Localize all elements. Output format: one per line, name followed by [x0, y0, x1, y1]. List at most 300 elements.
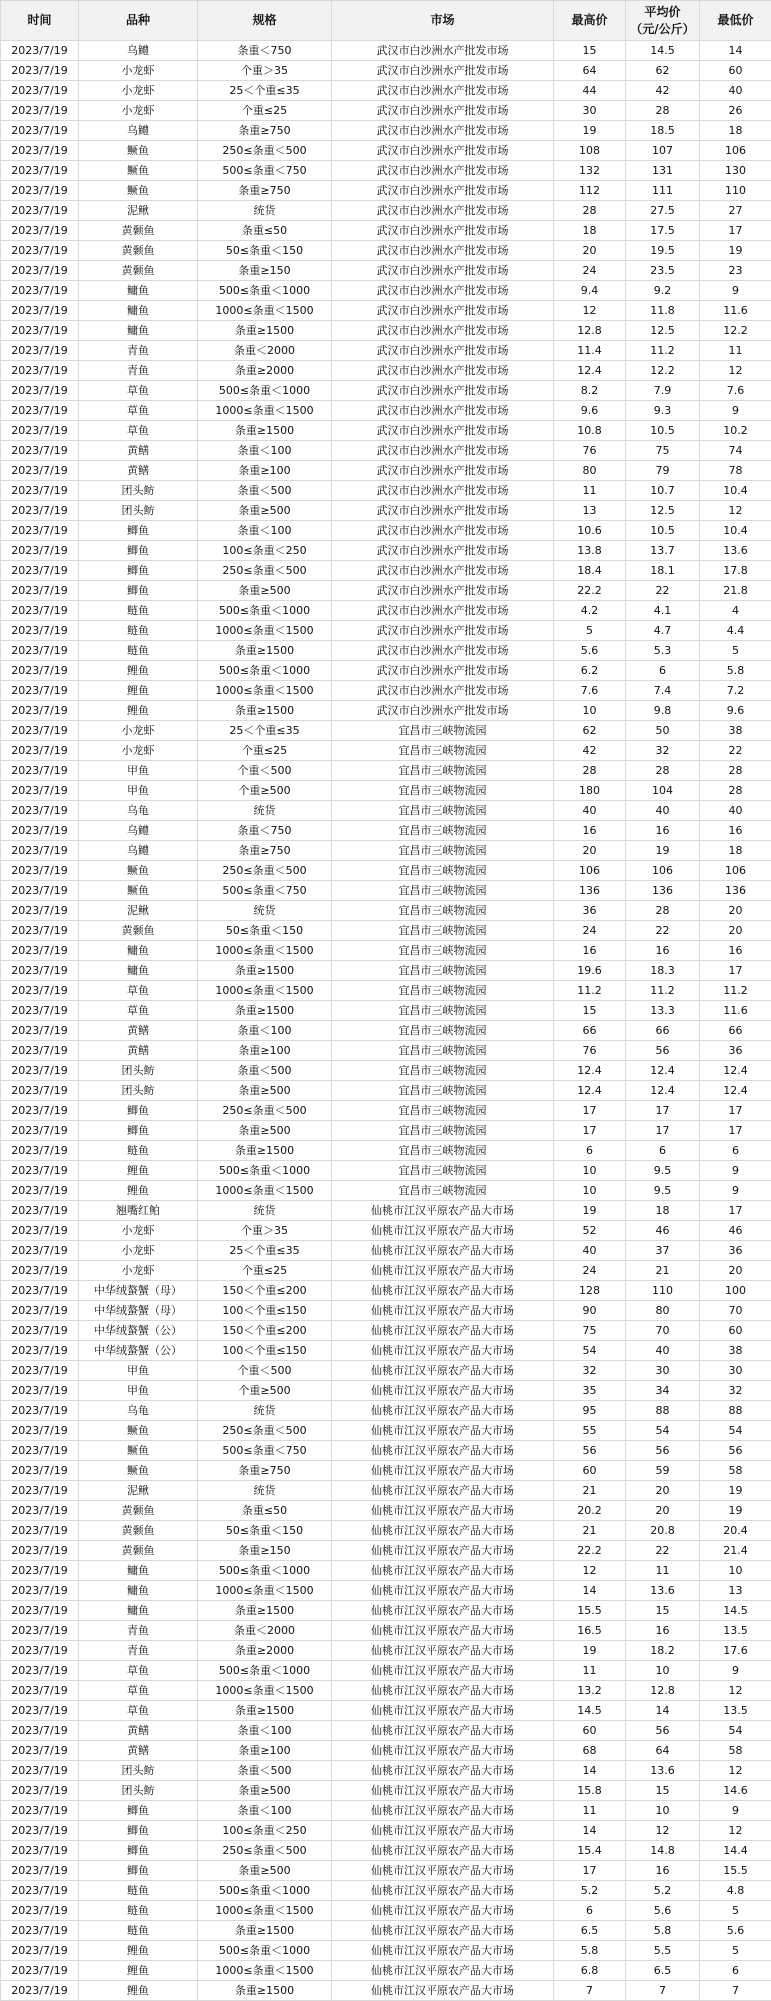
cell-spec: 条重≥100	[198, 461, 332, 481]
cell-date: 2023/7/19	[1, 501, 79, 521]
cell-variety: 黄鳝	[79, 1721, 198, 1741]
cell-low: 6	[700, 1961, 771, 1981]
cell-spec: 条重≥500	[198, 581, 332, 601]
cell-variety: 鲤鱼	[79, 1941, 198, 1961]
cell-low: 14.6	[700, 1781, 771, 1801]
cell-high: 80	[554, 461, 626, 481]
cell-low: 9	[700, 1161, 771, 1181]
cell-avg: 17	[626, 1101, 700, 1121]
cell-low: 5.6	[700, 1921, 771, 1941]
cell-variety: 鳙鱼	[79, 321, 198, 341]
cell-low: 12.4	[700, 1081, 771, 1101]
table-row	[1, 621, 771, 641]
cell-date: 2023/7/19	[1, 1001, 79, 1021]
cell-high: 7.6	[554, 681, 626, 701]
cell-low: 40	[700, 81, 771, 101]
cell-spec: 条重≥1500	[198, 1001, 332, 1021]
cell-low: 4.4	[700, 621, 771, 641]
cell-avg: 136	[626, 881, 700, 901]
cell-low: 9	[700, 1181, 771, 1201]
cell-avg: 14.5	[626, 41, 700, 61]
cell-low: 11.2	[700, 981, 771, 1001]
cell-market: 仙桃市江汉平原农产品大市场	[332, 1381, 554, 1401]
cell-spec: 个重≥500	[198, 781, 332, 801]
cell-low: 56	[700, 1441, 771, 1461]
cell-low: 13	[700, 1581, 771, 1601]
cell-variety: 鲫鱼	[79, 581, 198, 601]
cell-spec: 250≤条重＜500	[198, 141, 332, 161]
cell-market: 仙桃市江汉平原农产品大市场	[332, 1701, 554, 1721]
cell-spec: 25＜个重≤35	[198, 81, 332, 101]
cell-date: 2023/7/19	[1, 1521, 79, 1541]
table-row	[1, 1201, 771, 1221]
cell-high: 10.8	[554, 421, 626, 441]
cell-market: 宜昌市三峡物流园	[332, 1101, 554, 1121]
cell-spec: 50≤条重＜150	[198, 241, 332, 261]
cell-spec: 个重≤25	[198, 1261, 332, 1281]
cell-date: 2023/7/19	[1, 281, 79, 301]
cell-avg: 106	[626, 861, 700, 881]
cell-market: 仙桃市江汉平原农产品大市场	[332, 1661, 554, 1681]
cell-market: 仙桃市江汉平原农产品大市场	[332, 1521, 554, 1541]
cell-avg: 9.2	[626, 281, 700, 301]
cell-variety: 中华绒螯蟹（公）	[79, 1321, 198, 1341]
cell-avg: 62	[626, 61, 700, 81]
cell-market: 武汉市白沙洲水产批发市场	[332, 481, 554, 501]
cell-spec: 条重＜750	[198, 41, 332, 61]
cell-low: 4.8	[700, 1881, 771, 1901]
cell-spec: 500≤条重＜750	[198, 161, 332, 181]
cell-spec: 1000≤条重＜1500	[198, 1901, 332, 1921]
cell-variety: 甲鱼	[79, 1381, 198, 1401]
cell-low: 54	[700, 1421, 771, 1441]
cell-spec: 100≤条重＜250	[198, 1821, 332, 1841]
cell-high: 22.2	[554, 581, 626, 601]
cell-variety: 中华绒螯蟹（母）	[79, 1301, 198, 1321]
cell-date: 2023/7/19	[1, 1921, 79, 1941]
cell-date: 2023/7/19	[1, 1861, 79, 1881]
table-row	[1, 61, 771, 81]
cell-date: 2023/7/19	[1, 961, 79, 981]
cell-avg: 66	[626, 1021, 700, 1041]
table-row	[1, 561, 771, 581]
cell-spec: 条重＜500	[198, 1061, 332, 1081]
table-row	[1, 1361, 771, 1381]
cell-date: 2023/7/19	[1, 621, 79, 641]
table-row	[1, 861, 771, 881]
cell-spec: 个重＜500	[198, 1361, 332, 1381]
cell-high: 60	[554, 1461, 626, 1481]
cell-date: 2023/7/19	[1, 1341, 79, 1361]
cell-market: 仙桃市江汉平原农产品大市场	[332, 1921, 554, 1941]
cell-market: 武汉市白沙洲水产批发市场	[332, 141, 554, 161]
cell-low: 136	[700, 881, 771, 901]
cell-avg: 28	[626, 901, 700, 921]
cell-market: 仙桃市江汉平原农产品大市场	[332, 1761, 554, 1781]
cell-spec: 1000≤条重＜1500	[198, 621, 332, 641]
cell-avg: 7.9	[626, 381, 700, 401]
table-row	[1, 641, 771, 661]
cell-spec: 条重≥150	[198, 261, 332, 281]
cell-avg: 11.2	[626, 981, 700, 1001]
cell-spec: 统货	[198, 201, 332, 221]
table-row	[1, 961, 771, 981]
cell-high: 15.8	[554, 1781, 626, 1801]
cell-high: 21	[554, 1481, 626, 1501]
cell-high: 19	[554, 121, 626, 141]
cell-avg: 34	[626, 1381, 700, 1401]
cell-market: 武汉市白沙洲水产批发市场	[332, 221, 554, 241]
cell-date: 2023/7/19	[1, 1721, 79, 1741]
cell-spec: 条重≥750	[198, 181, 332, 201]
cell-high: 10	[554, 1161, 626, 1181]
table-row	[1, 321, 771, 341]
cell-low: 70	[700, 1301, 771, 1321]
cell-avg: 6	[626, 1141, 700, 1161]
cell-market: 宜昌市三峡物流园	[332, 1141, 554, 1161]
table-row	[1, 1821, 771, 1841]
cell-avg: 11.2	[626, 341, 700, 361]
table-row	[1, 901, 771, 921]
cell-spec: 条重＜100	[198, 521, 332, 541]
cell-spec: 条重≥500	[198, 1861, 332, 1881]
cell-spec: 条重≥1500	[198, 961, 332, 981]
cell-variety: 鲫鱼	[79, 521, 198, 541]
cell-avg: 17.5	[626, 221, 700, 241]
cell-low: 17	[700, 1201, 771, 1221]
cell-variety: 黄鳝	[79, 1021, 198, 1041]
cell-variety: 鲫鱼	[79, 1121, 198, 1141]
cell-date: 2023/7/19	[1, 1701, 79, 1721]
cell-market: 武汉市白沙洲水产批发市场	[332, 341, 554, 361]
cell-variety: 小龙虾	[79, 61, 198, 81]
cell-variety: 鳜鱼	[79, 141, 198, 161]
table-row	[1, 721, 771, 741]
cell-spec: 1000≤条重＜1500	[198, 941, 332, 961]
cell-market: 宜昌市三峡物流园	[332, 821, 554, 841]
cell-date: 2023/7/19	[1, 601, 79, 621]
cell-variety: 黄颡鱼	[79, 921, 198, 941]
table-row	[1, 1841, 771, 1861]
cell-avg: 12.5	[626, 321, 700, 341]
cell-avg: 13.3	[626, 1001, 700, 1021]
cell-spec: 条重≥500	[198, 1781, 332, 1801]
cell-variety: 草鱼	[79, 1661, 198, 1681]
cell-high: 40	[554, 1241, 626, 1261]
cell-date: 2023/7/19	[1, 981, 79, 1001]
cell-spec: 条重≥750	[198, 1461, 332, 1481]
cell-date: 2023/7/19	[1, 1061, 79, 1081]
cell-low: 15.5	[700, 1861, 771, 1881]
cell-high: 28	[554, 761, 626, 781]
cell-high: 35	[554, 1381, 626, 1401]
cell-spec: 条重≥1500	[198, 701, 332, 721]
table-row	[1, 1641, 771, 1661]
cell-high: 19	[554, 1641, 626, 1661]
cell-variety: 小龙虾	[79, 1261, 198, 1281]
cell-low: 88	[700, 1401, 771, 1421]
cell-market: 武汉市白沙洲水产批发市场	[332, 541, 554, 561]
cell-variety: 团头鲂	[79, 1761, 198, 1781]
cell-date: 2023/7/19	[1, 1181, 79, 1201]
cell-avg: 18.3	[626, 961, 700, 981]
header-low: 最低价	[700, 1, 771, 41]
cell-low: 16	[700, 821, 771, 841]
cell-avg: 4.1	[626, 601, 700, 621]
table-row	[1, 341, 771, 361]
cell-high: 6	[554, 1141, 626, 1161]
cell-date: 2023/7/19	[1, 1681, 79, 1701]
cell-high: 90	[554, 1301, 626, 1321]
cell-spec: 条重≥1500	[198, 1601, 332, 1621]
cell-low: 17	[700, 961, 771, 981]
table-row	[1, 1801, 771, 1821]
cell-avg: 64	[626, 1741, 700, 1761]
table-row	[1, 101, 771, 121]
cell-date: 2023/7/19	[1, 861, 79, 881]
cell-market: 宜昌市三峡物流园	[332, 801, 554, 821]
cell-low: 5.8	[700, 661, 771, 681]
cell-variety: 鲫鱼	[79, 1801, 198, 1821]
cell-spec: 500≤条重＜1000	[198, 1561, 332, 1581]
cell-market: 仙桃市江汉平原农产品大市场	[332, 1401, 554, 1421]
table-row	[1, 681, 771, 701]
cell-variety: 泥鳅	[79, 201, 198, 221]
cell-low: 40	[700, 801, 771, 821]
cell-variety: 黄颡鱼	[79, 221, 198, 241]
cell-avg: 16	[626, 1861, 700, 1881]
table-row	[1, 1981, 771, 2001]
cell-variety: 甲鱼	[79, 761, 198, 781]
cell-date: 2023/7/19	[1, 401, 79, 421]
cell-date: 2023/7/19	[1, 681, 79, 701]
cell-high: 6.8	[554, 1961, 626, 1981]
header-spec: 规格	[198, 1, 332, 41]
cell-market: 仙桃市江汉平原农产品大市场	[332, 1301, 554, 1321]
cell-low: 10.2	[700, 421, 771, 441]
table-row	[1, 1481, 771, 1501]
cell-spec: 250≤条重＜500	[198, 1101, 332, 1121]
cell-spec: 统货	[198, 901, 332, 921]
cell-high: 108	[554, 141, 626, 161]
table-row	[1, 461, 771, 481]
cell-avg: 46	[626, 1221, 700, 1241]
table-row	[1, 1621, 771, 1641]
cell-variety: 小龙虾	[79, 81, 198, 101]
cell-variety: 团头鲂	[79, 501, 198, 521]
cell-high: 14	[554, 1821, 626, 1841]
table-row	[1, 1221, 771, 1241]
cell-avg: 18.2	[626, 1641, 700, 1661]
cell-spec: 条重≥1500	[198, 641, 332, 661]
cell-spec: 条重≥2000	[198, 1641, 332, 1661]
cell-spec: 250≤条重＜500	[198, 861, 332, 881]
cell-market: 仙桃市江汉平原农产品大市场	[332, 1721, 554, 1741]
cell-low: 78	[700, 461, 771, 481]
cell-variety: 乌龟	[79, 1401, 198, 1421]
cell-date: 2023/7/19	[1, 1561, 79, 1581]
table-row	[1, 81, 771, 101]
cell-spec: 1000≤条重＜1500	[198, 1581, 332, 1601]
cell-spec: 条重＜100	[198, 1021, 332, 1041]
cell-market: 武汉市白沙洲水产批发市场	[332, 681, 554, 701]
cell-avg: 14	[626, 1701, 700, 1721]
cell-low: 30	[700, 1361, 771, 1381]
cell-market: 仙桃市江汉平原农产品大市场	[332, 1801, 554, 1821]
cell-variety: 黄颡鱼	[79, 241, 198, 261]
table-row	[1, 1101, 771, 1121]
cell-low: 17	[700, 221, 771, 241]
table-row	[1, 1001, 771, 1021]
cell-spec: 500≤条重＜1000	[198, 661, 332, 681]
table-row	[1, 1461, 771, 1481]
cell-low: 5	[700, 1901, 771, 1921]
cell-avg: 16	[626, 941, 700, 961]
cell-market: 仙桃市江汉平原农产品大市场	[332, 1261, 554, 1281]
cell-low: 58	[700, 1741, 771, 1761]
cell-low: 20	[700, 921, 771, 941]
cell-date: 2023/7/19	[1, 1541, 79, 1561]
cell-variety: 青鱼	[79, 361, 198, 381]
cell-avg: 9.5	[626, 1181, 700, 1201]
cell-spec: 统货	[198, 801, 332, 821]
cell-variety: 鲢鱼	[79, 1881, 198, 1901]
table-row	[1, 181, 771, 201]
cell-date: 2023/7/19	[1, 561, 79, 581]
table-row	[1, 541, 771, 561]
cell-low: 28	[700, 781, 771, 801]
cell-avg: 7	[626, 1981, 700, 2001]
cell-variety: 鳜鱼	[79, 1461, 198, 1481]
cell-avg: 19	[626, 841, 700, 861]
cell-high: 75	[554, 1321, 626, 1341]
header-row	[1, 1, 771, 41]
cell-date: 2023/7/19	[1, 1821, 79, 1841]
cell-spec: 150＜个重≤200	[198, 1281, 332, 1301]
cell-market: 武汉市白沙洲水产批发市场	[332, 461, 554, 481]
cell-market: 仙桃市江汉平原农产品大市场	[332, 1961, 554, 1981]
cell-high: 5	[554, 621, 626, 641]
cell-market: 仙桃市江汉平原农产品大市场	[332, 1901, 554, 1921]
header-avg-unit: （元/公斤）	[626, 21, 699, 38]
cell-avg: 56	[626, 1721, 700, 1741]
cell-high: 6.5	[554, 1921, 626, 1941]
cell-variety: 鳜鱼	[79, 1421, 198, 1441]
cell-avg: 50	[626, 721, 700, 741]
table-row	[1, 1401, 771, 1421]
cell-low: 106	[700, 861, 771, 881]
cell-date: 2023/7/19	[1, 1981, 79, 2001]
cell-avg: 111	[626, 181, 700, 201]
cell-low: 60	[700, 61, 771, 81]
cell-low: 11	[700, 341, 771, 361]
cell-spec: 条重≥2000	[198, 361, 332, 381]
cell-high: 132	[554, 161, 626, 181]
cell-low: 32	[700, 1381, 771, 1401]
cell-variety: 甲鱼	[79, 781, 198, 801]
cell-avg: 22	[626, 921, 700, 941]
cell-date: 2023/7/19	[1, 81, 79, 101]
cell-low: 10.4	[700, 521, 771, 541]
cell-high: 55	[554, 1421, 626, 1441]
cell-market: 武汉市白沙洲水产批发市场	[332, 521, 554, 541]
cell-date: 2023/7/19	[1, 1761, 79, 1781]
cell-spec: 500≤条重＜1000	[198, 1661, 332, 1681]
cell-spec: 1000≤条重＜1500	[198, 401, 332, 421]
cell-variety: 鲤鱼	[79, 1961, 198, 1981]
cell-high: 9.6	[554, 401, 626, 421]
cell-avg: 13.7	[626, 541, 700, 561]
table-row	[1, 501, 771, 521]
cell-high: 112	[554, 181, 626, 201]
cell-market: 武汉市白沙洲水产批发市场	[332, 161, 554, 181]
cell-market: 武汉市白沙洲水产批发市场	[332, 421, 554, 441]
cell-spec: 条重≥1500	[198, 1701, 332, 1721]
cell-date: 2023/7/19	[1, 1201, 79, 1221]
cell-high: 11	[554, 1801, 626, 1821]
table-row	[1, 421, 771, 441]
cell-high: 18.4	[554, 561, 626, 581]
cell-spec: 1000≤条重＜1500	[198, 301, 332, 321]
cell-variety: 鳜鱼	[79, 861, 198, 881]
table-row	[1, 1561, 771, 1581]
cell-market: 武汉市白沙洲水产批发市场	[332, 641, 554, 661]
cell-avg: 22	[626, 1541, 700, 1561]
cell-low: 110	[700, 181, 771, 201]
cell-spec: 条重＜100	[198, 1721, 332, 1741]
cell-low: 38	[700, 1341, 771, 1361]
cell-date: 2023/7/19	[1, 1221, 79, 1241]
cell-variety: 鳙鱼	[79, 281, 198, 301]
cell-date: 2023/7/19	[1, 1321, 79, 1341]
cell-variety: 团头鲂	[79, 1061, 198, 1081]
table-row	[1, 221, 771, 241]
cell-date: 2023/7/19	[1, 241, 79, 261]
cell-low: 60	[700, 1321, 771, 1341]
cell-date: 2023/7/19	[1, 721, 79, 741]
cell-variety: 鳜鱼	[79, 1441, 198, 1461]
table-row	[1, 1421, 771, 1441]
cell-low: 58	[700, 1461, 771, 1481]
cell-variety: 中华绒螯蟹（母）	[79, 1281, 198, 1301]
cell-market: 仙桃市江汉平原农产品大市场	[332, 1561, 554, 1581]
cell-market: 宜昌市三峡物流园	[332, 1121, 554, 1141]
cell-market: 仙桃市江汉平原农产品大市场	[332, 1241, 554, 1261]
cell-date: 2023/7/19	[1, 1481, 79, 1501]
cell-avg: 15	[626, 1781, 700, 1801]
cell-date: 2023/7/19	[1, 1421, 79, 1441]
cell-variety: 鳙鱼	[79, 1601, 198, 1621]
cell-variety: 草鱼	[79, 401, 198, 421]
cell-low: 4	[700, 601, 771, 621]
cell-high: 7	[554, 1981, 626, 2001]
cell-low: 9	[700, 401, 771, 421]
cell-low: 9	[700, 1801, 771, 1821]
cell-market: 宜昌市三峡物流园	[332, 881, 554, 901]
cell-avg: 12.5	[626, 501, 700, 521]
cell-high: 15.5	[554, 1601, 626, 1621]
cell-low: 14.5	[700, 1601, 771, 1621]
cell-variety: 黄鳝	[79, 1741, 198, 1761]
cell-market: 武汉市白沙洲水产批发市场	[332, 61, 554, 81]
cell-market: 武汉市白沙洲水产批发市场	[332, 101, 554, 121]
cell-variety: 鳜鱼	[79, 181, 198, 201]
cell-avg: 5.2	[626, 1881, 700, 1901]
cell-variety: 鲤鱼	[79, 701, 198, 721]
cell-variety: 草鱼	[79, 1701, 198, 1721]
cell-avg: 10.7	[626, 481, 700, 501]
table-row	[1, 1241, 771, 1261]
